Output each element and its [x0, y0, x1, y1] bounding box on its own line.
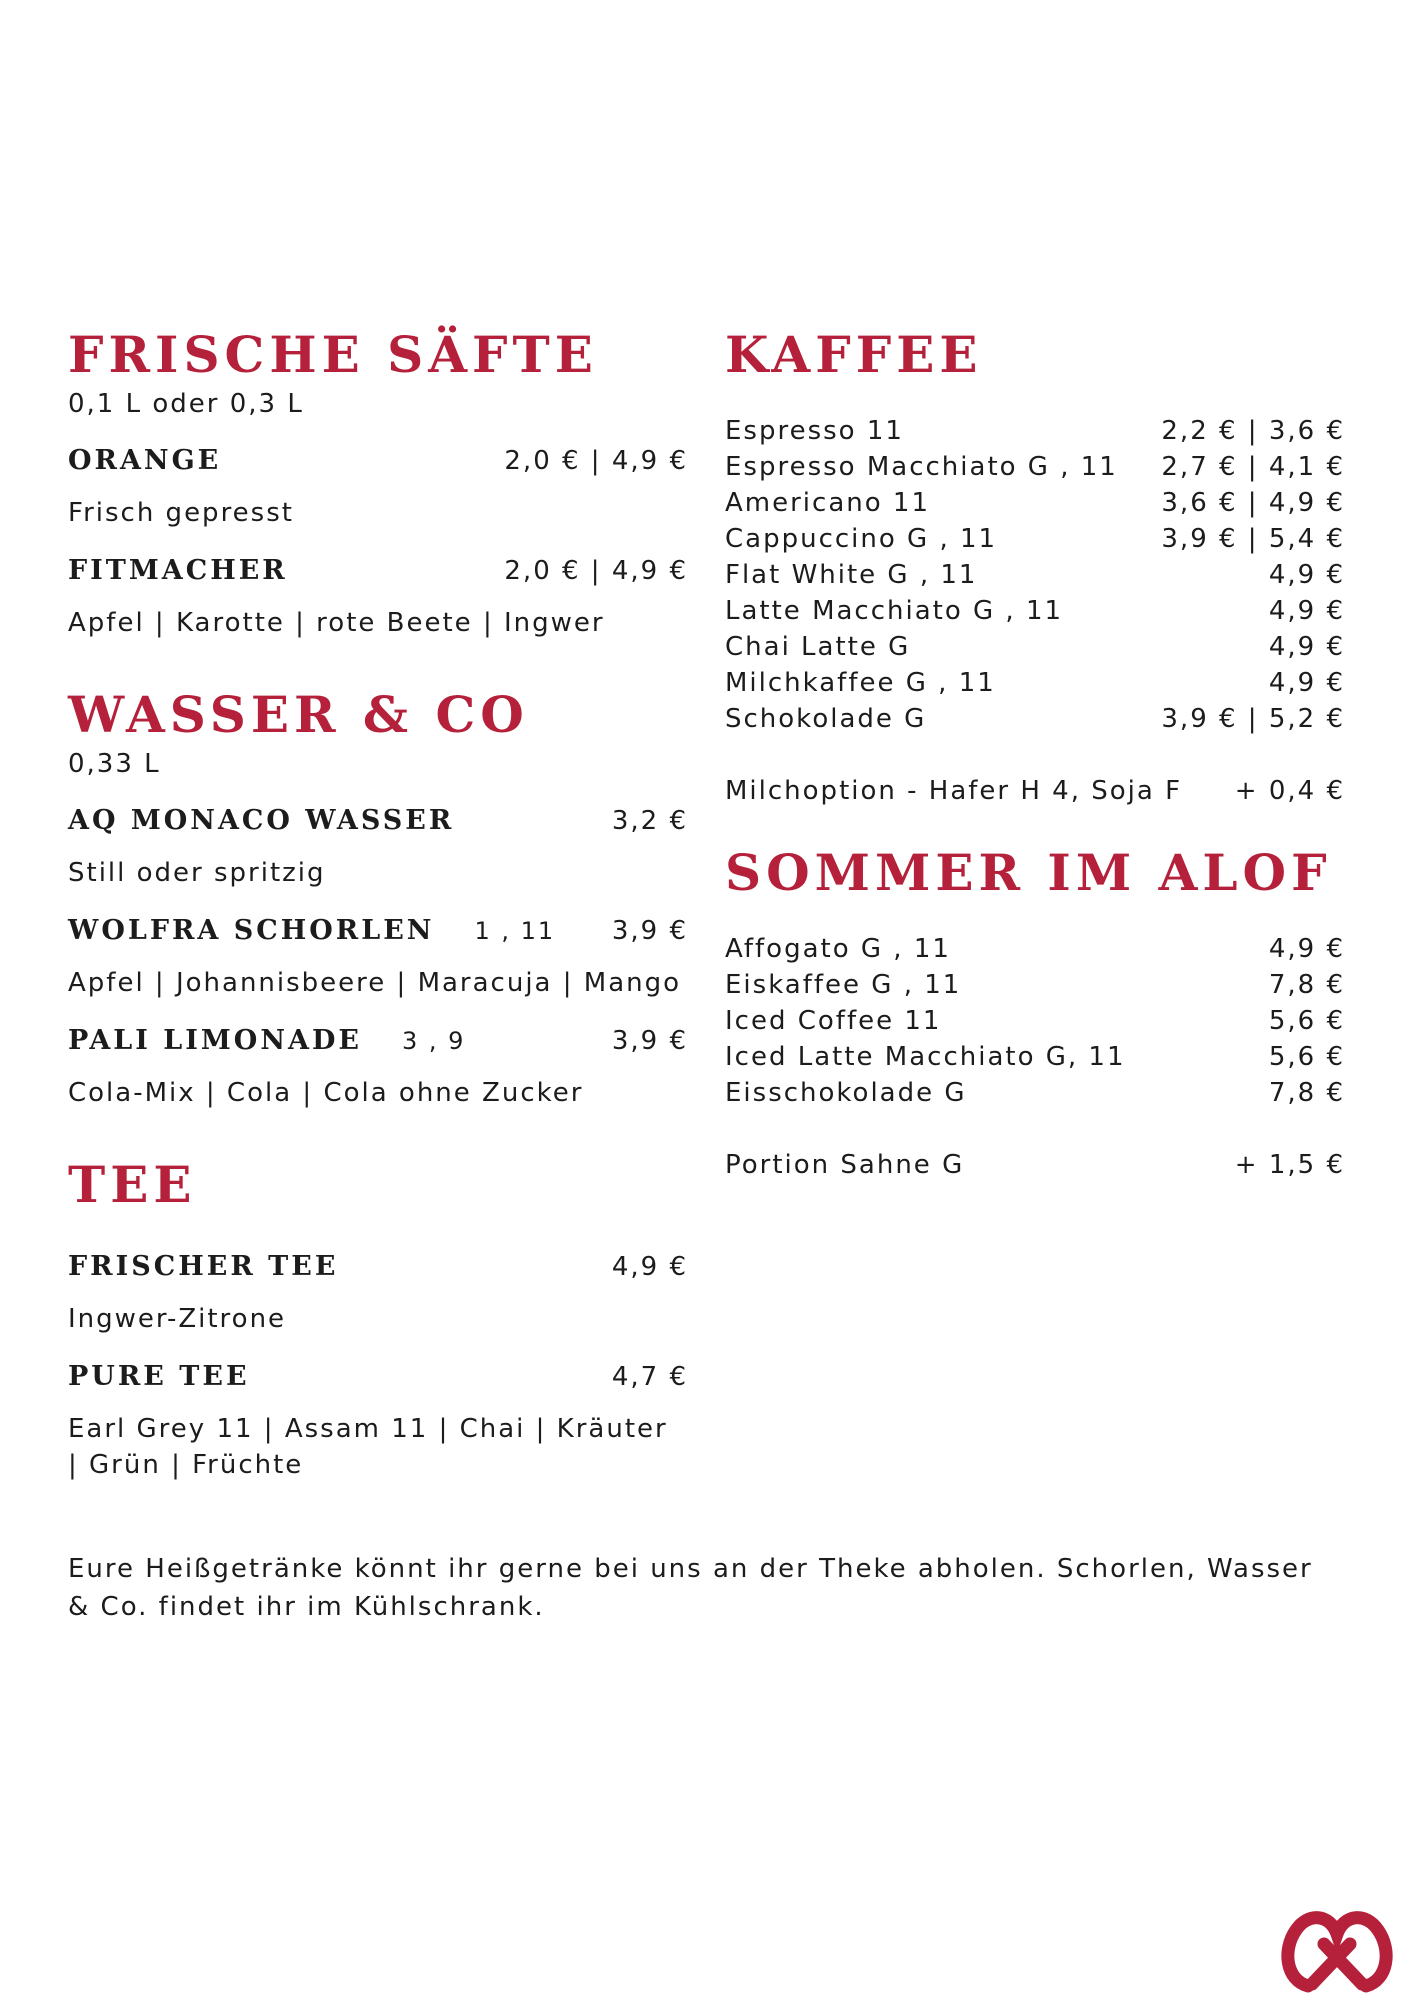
- item-price: 2,0 € | 4,9 €: [504, 446, 688, 476]
- list-item-extra: [725, 773, 1345, 809]
- item-description: Apfel | Karotte | rote Beete | Ingwer: [68, 608, 605, 638]
- item-name: Espresso Macchiato G , 11: [725, 452, 1118, 482]
- item-name: FRISCHER TEE: [68, 1251, 339, 1282]
- allergen-note: 3 , 9: [401, 1027, 466, 1055]
- item-price: 4,7 €: [611, 1362, 688, 1392]
- item-name: Latte Macchiato G , 11: [725, 596, 1064, 626]
- item-price: 2,7 € | 4,1 €: [1161, 452, 1345, 482]
- item-name: Flat White G , 11: [725, 560, 978, 590]
- item-name: Chai Latte G: [725, 632, 911, 662]
- item-name: AQ MONACO WASSER: [68, 805, 455, 836]
- item-description: Ingwer-Zitrone: [68, 1304, 287, 1334]
- list-item: [725, 593, 1345, 629]
- list-item: [725, 967, 1345, 1003]
- list-item-extra: [725, 1147, 1345, 1183]
- section-title: TEE: [68, 1155, 197, 1214]
- section-title: FRISCHE SÄFTE: [68, 325, 598, 384]
- item-name: ORANGE: [68, 445, 222, 476]
- item-description: Frisch gepresst: [68, 498, 294, 528]
- list-item: [725, 557, 1345, 593]
- list-item: [725, 1075, 1345, 1111]
- section-sommer-im-alof: [725, 843, 1345, 1183]
- menu-item: [68, 555, 688, 641]
- item-name: Schokolade G: [725, 704, 927, 734]
- list-item: [725, 701, 1345, 737]
- section-kaffee: [725, 325, 1345, 809]
- menu-item: [68, 805, 688, 891]
- list-item: [725, 413, 1345, 449]
- item-description: Apfel | Johannisbeere | Maracuja | Mango: [68, 968, 682, 998]
- item-name: Iced Latte Macchiato G, 11: [725, 1042, 1126, 1072]
- item-price: 2,2 € | 3,6 €: [1161, 416, 1345, 446]
- item-price: 4,9 €: [1268, 668, 1345, 698]
- list-item: [725, 485, 1345, 521]
- item-price: 4,9 €: [1268, 632, 1345, 662]
- item-description: Cola-Mix | Cola | Cola ohne Zucker: [68, 1078, 584, 1108]
- allergen-note: 1 , 11: [474, 917, 556, 945]
- item-name: Portion Sahne G: [725, 1150, 965, 1180]
- item-name: Iced Coffee 11: [725, 1006, 942, 1036]
- item-price: 2,0 € | 4,9 €: [504, 556, 688, 586]
- list-item: [725, 521, 1345, 557]
- item-name: Milchkaffee G , 11: [725, 668, 996, 698]
- menu-item: [68, 1025, 688, 1111]
- item-price: 3,9 € | 5,4 €: [1161, 524, 1345, 554]
- section-title: SOMMER IM ALOF: [725, 843, 1332, 902]
- item-price: 3,9 € | 5,2 €: [1161, 704, 1345, 734]
- right-column: [725, 325, 1345, 1183]
- item-price: 5,6 €: [1268, 1006, 1345, 1036]
- item-name: WOLFRA SCHORLEN: [68, 915, 435, 946]
- item-price: 3,6 € | 4,9 €: [1161, 488, 1345, 518]
- item-price: 4,9 €: [1268, 560, 1345, 590]
- section-subtitle: 0,33 L: [68, 749, 161, 779]
- coffee-list: [725, 413, 1345, 809]
- item-price: 4,9 €: [1268, 934, 1345, 964]
- section-wasser-co: [68, 685, 688, 1111]
- item-price: 3,2 €: [611, 806, 688, 836]
- item-name: Milchoption - Hafer H 4, Soja F: [725, 776, 1183, 806]
- menu-item: [68, 445, 688, 531]
- pretzel-icon: [1278, 1900, 1396, 1996]
- summer-list: [725, 931, 1345, 1183]
- item-price: + 1,5 €: [1234, 1150, 1345, 1180]
- item-price: + 0,4 €: [1234, 776, 1345, 806]
- item-name: PALI LIMONADE: [68, 1025, 362, 1056]
- list-item: [725, 629, 1345, 665]
- section-title: KAFFEE: [725, 325, 983, 384]
- left-column: [68, 325, 688, 1483]
- item-name: Espresso 11: [725, 416, 904, 446]
- item-price: 7,8 €: [1268, 970, 1345, 1000]
- item-name: Eisschokolade G: [725, 1078, 967, 1108]
- menu-item: [68, 1361, 688, 1483]
- menu-item: [68, 915, 688, 1001]
- item-price: 5,6 €: [1268, 1042, 1345, 1072]
- item-description: Still oder spritzig: [68, 858, 326, 888]
- menu-item: [68, 1251, 688, 1337]
- section-frische-saefte: [68, 325, 688, 641]
- footer-note: Eure Heißgetränke könnt ihr gerne bei uns an der Theke abholen. Schorlen, Wasser & Co. findet ihr im Kühlschrank.: [68, 1554, 1313, 1622]
- list-item: [725, 931, 1345, 967]
- item-name: FITMACHER: [68, 555, 288, 586]
- item-price: 4,9 €: [611, 1252, 688, 1282]
- item-description: Earl Grey 11 | Assam 11 | Chai | Kräuter | Grün | Früchte: [68, 1414, 668, 1480]
- section-subtitle: 0,1 L oder 0,3 L: [68, 389, 304, 419]
- item-name: PURE TEE: [68, 1361, 250, 1392]
- item-price: 3,9 €: [611, 916, 688, 946]
- list-item: [725, 1003, 1345, 1039]
- item-price: 4,9 €: [1268, 596, 1345, 626]
- section-tee: [68, 1155, 688, 1483]
- section-title: WASSER & CO: [68, 685, 529, 744]
- item-name: Eiskaffee G , 11: [725, 970, 962, 1000]
- list-item: [725, 1039, 1345, 1075]
- list-item: [725, 449, 1345, 485]
- item-name: Affogato G , 11: [725, 934, 951, 964]
- list-item: [725, 665, 1345, 701]
- item-price: 3,9 €: [611, 1026, 688, 1056]
- item-name: Americano 11: [725, 488, 930, 518]
- item-name: Cappuccino G , 11: [725, 524, 998, 554]
- item-price: 7,8 €: [1268, 1078, 1345, 1108]
